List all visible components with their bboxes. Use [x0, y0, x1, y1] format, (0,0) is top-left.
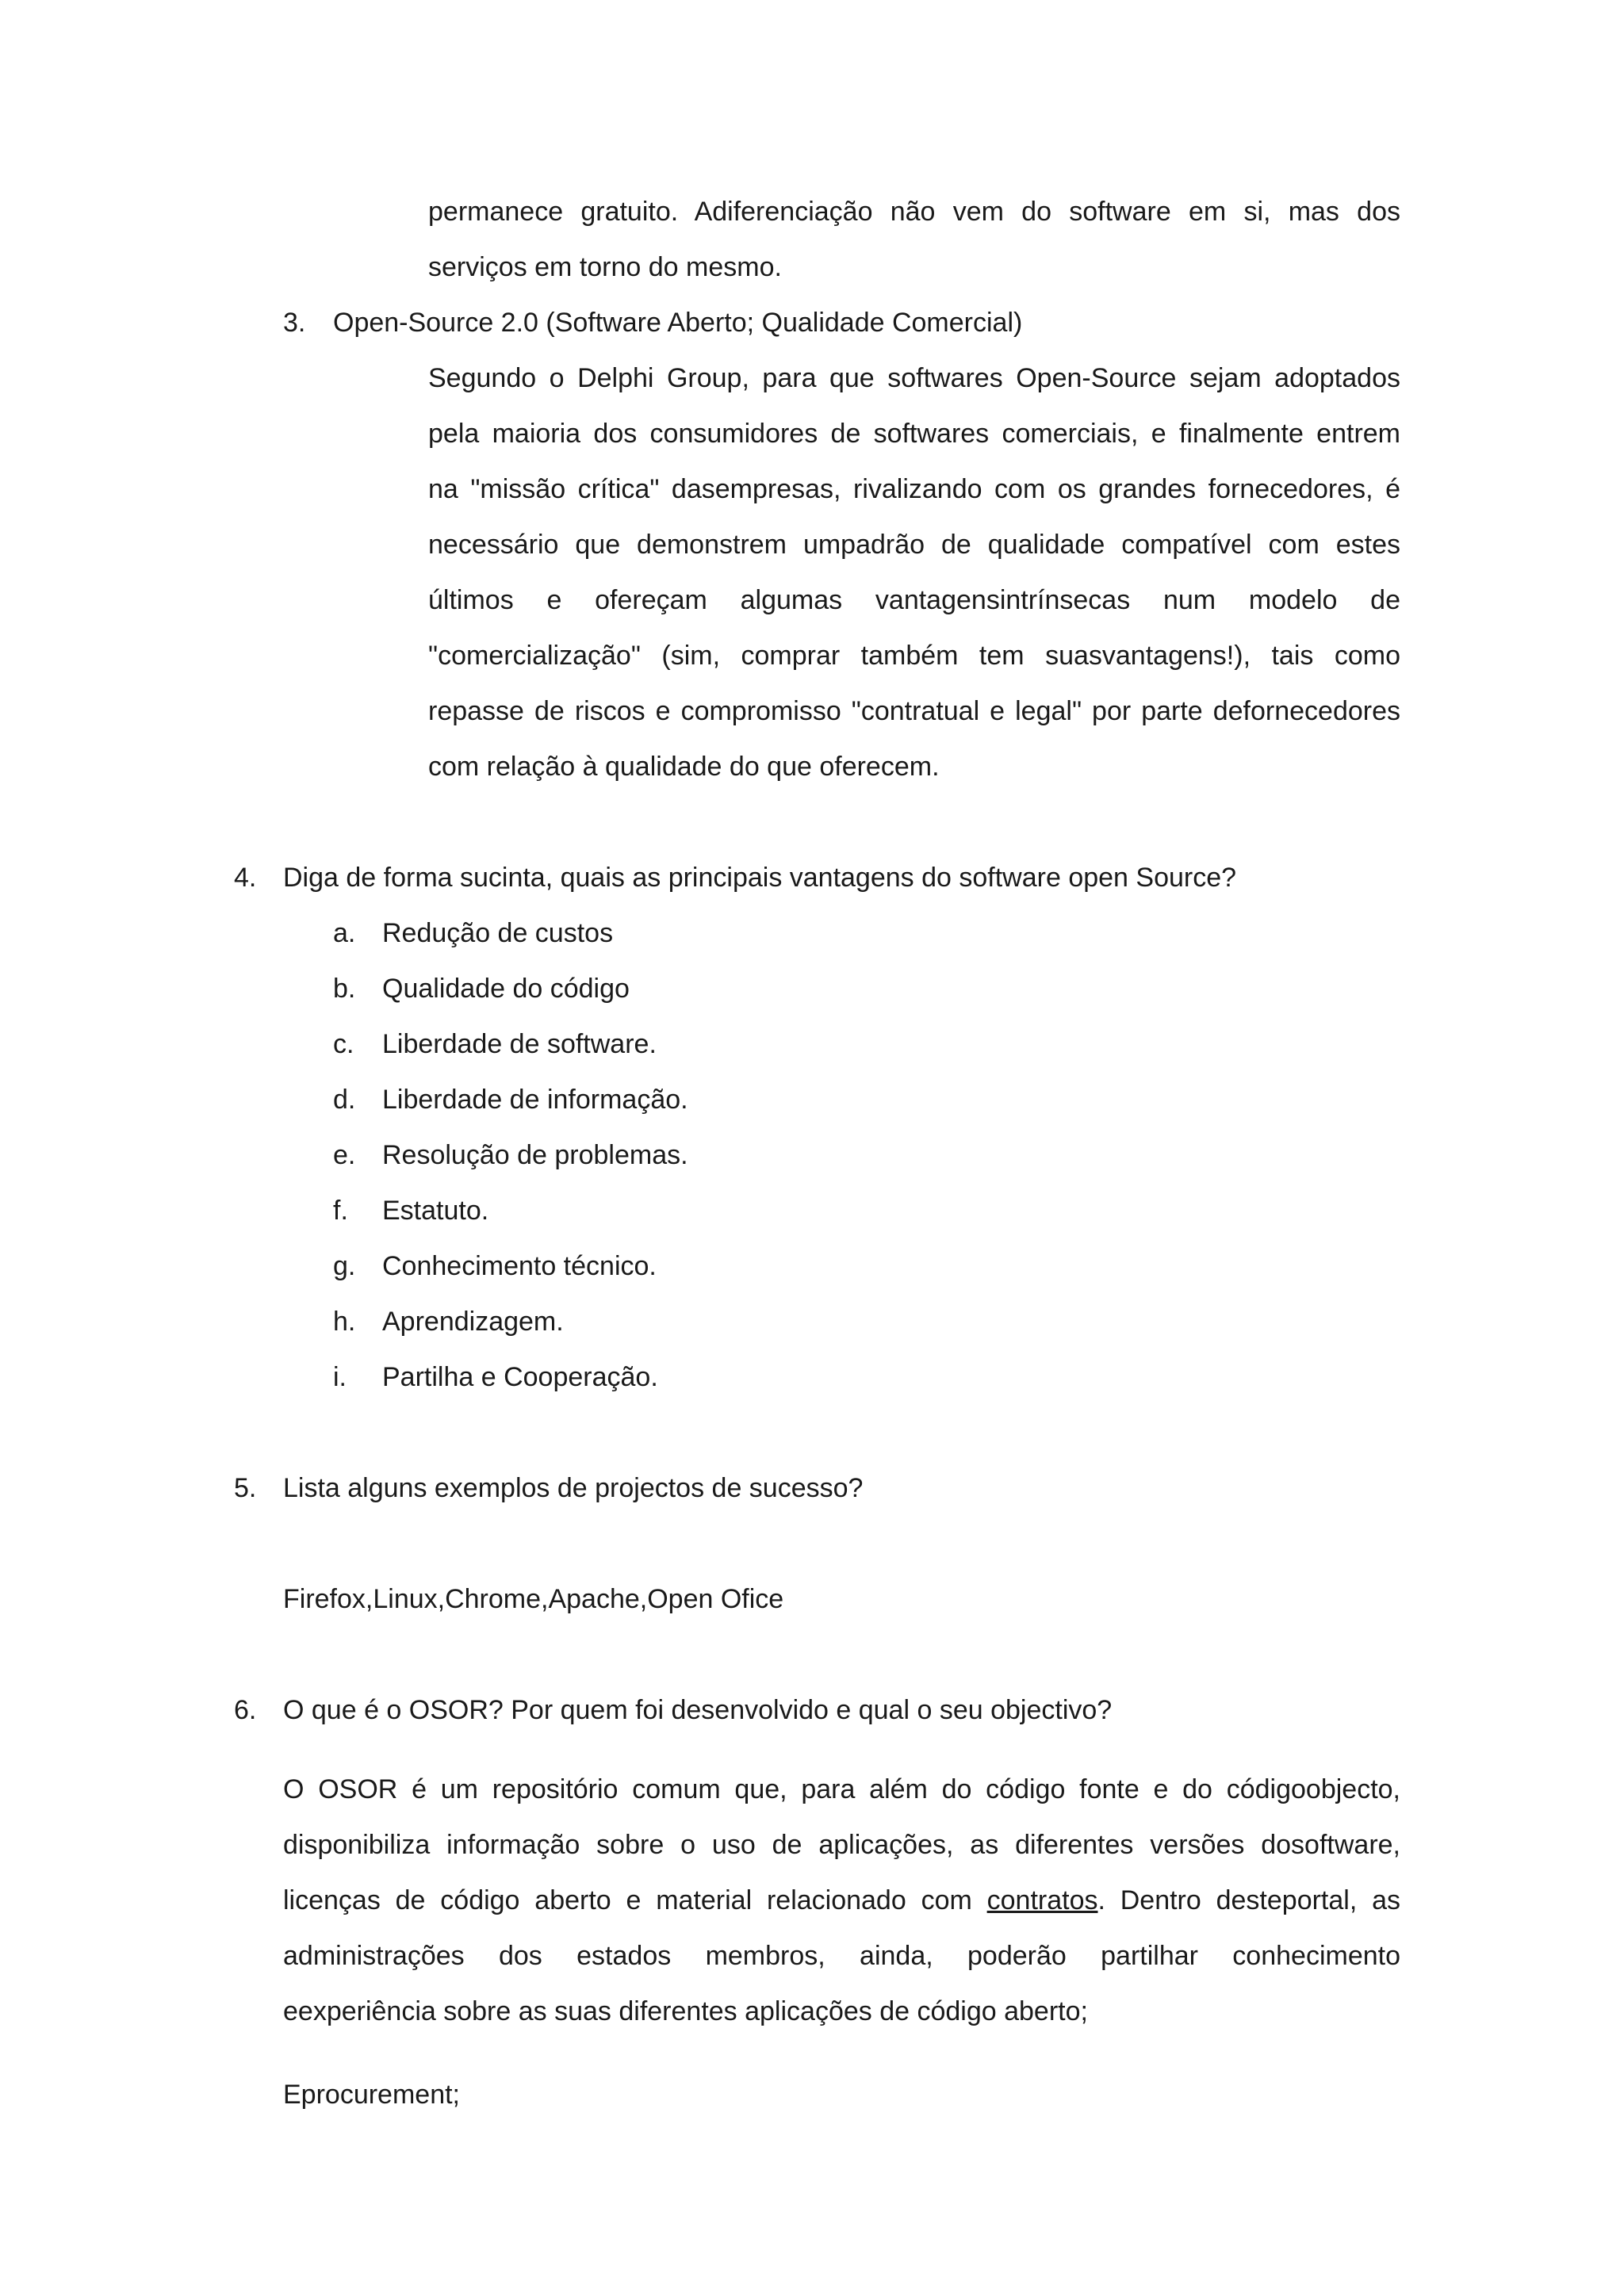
list-item: Resolução de problemas. — [382, 1140, 688, 1170]
list-item: Liberdade de software. — [382, 1029, 657, 1059]
question-6-answer-line-5: eexperiência sobre as suas diferentes aplicações de código aberto; — [283, 1996, 1088, 2026]
question-4-number: 4. — [234, 863, 257, 893]
list-item-letter: f. — [333, 1196, 348, 1226]
item-3-title: Open-Source 2.0 (Software Aberto; Qualidade Comercial) — [333, 308, 1023, 338]
item-3-number: 3. — [283, 308, 306, 338]
question-4-text: Diga de forma sucinta, quais as principais vantagens do software open Source? — [283, 863, 1237, 893]
item-3-line-6: "comercialização" (sim, comprar também tem suasvantagens!), tais como — [428, 641, 1400, 671]
item-3-line-8: com relação à qualidade do que oferecem. — [428, 752, 940, 782]
list-item-letter: i. — [333, 1362, 347, 1392]
item-3-line-3: na "missão crítica" dasempresas, rivalizando com os grandes fornecedores, é — [428, 474, 1400, 504]
question-5-text: Lista alguns exemplos de projectos de sucesso? — [283, 1473, 864, 1503]
eprocurement-text: Eprocurement; — [283, 2080, 460, 2110]
item-3-line-4: necessário que demonstrem umpadrão de qualidade compatível com estes — [428, 530, 1400, 560]
question-5-answer: Firefox,Linux,Chrome,Apache,Open Ofice — [283, 1584, 784, 1614]
answer-text: . Dentro desteportal, as — [1097, 1885, 1400, 1915]
continuation-line-2: serviços em torno do mesmo. — [428, 252, 782, 282]
item-3-line-5: últimos e ofereçam algumas vantagensintrínsecas num modelo de — [428, 585, 1400, 615]
list-item: Estatuto. — [382, 1196, 489, 1226]
list-item-letter: h. — [333, 1307, 356, 1337]
item-3-line-7: repasse de riscos e compromisso "contratual e legal" por parte defornecedores — [428, 696, 1400, 726]
item-3-line-1: Segundo o Delphi Group, para que softwares Open-Source sejam adoptados — [428, 363, 1400, 393]
answer-text: licenças de código aberto e material relacionado com — [283, 1885, 987, 1915]
continuation-line-1: permanece gratuito. Adiferenciação não vem do software em si, mas dos — [428, 197, 1400, 227]
question-6-answer-line-3 — [283, 1883, 1400, 1918]
contratos-link[interactable]: contratos — [986, 1885, 1098, 1915]
question-6-answer-line-2: disponibiliza informação sobre o uso de aplicações, as diferentes versões dosoftware, — [283, 1830, 1400, 1860]
item-3-line-2: pela maioria dos consumidores de softwares comerciais, e finalmente entrem — [428, 419, 1400, 449]
list-item-letter: a. — [333, 918, 356, 948]
list-item: Conhecimento técnico. — [382, 1251, 657, 1281]
question-6-answer-line-1: O OSOR é um repositório comum que, para além do código fonte e do códigoobjecto, — [283, 1774, 1400, 1804]
list-item-letter: d. — [333, 1085, 356, 1115]
list-item: Liberdade de informação. — [382, 1085, 688, 1115]
list-item: Qualidade do código — [382, 974, 630, 1004]
list-item: Aprendizagem. — [382, 1307, 564, 1337]
list-item-letter: g. — [333, 1251, 356, 1281]
list-item: Partilha e Cooperação. — [382, 1362, 658, 1392]
list-item-letter: c. — [333, 1029, 354, 1059]
question-6-answer-line-4: administrações dos estados membros, ainda, poderão partilhar conhecimento — [283, 1941, 1400, 1971]
question-5-number: 5. — [234, 1473, 257, 1503]
question-6-text: O que é o OSOR? Por quem foi desenvolvido e qual o seu objectivo? — [283, 1695, 1113, 1725]
list-item: Redução de custos — [382, 918, 614, 948]
list-item-letter: e. — [333, 1140, 356, 1170]
list-item-letter: b. — [333, 974, 356, 1004]
question-6-number: 6. — [234, 1695, 257, 1725]
